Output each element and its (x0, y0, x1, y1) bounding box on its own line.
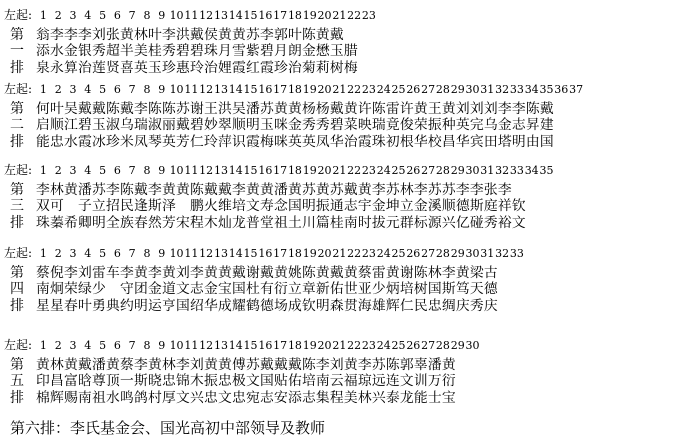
row2-names-line-3 (0, 130, 554, 151)
position-number: 22 (347, 247, 362, 260)
position-number: 23 (361, 247, 376, 260)
position-number: 7 (128, 339, 136, 352)
position-number: 29 (450, 83, 465, 96)
position-number: 24 (376, 83, 391, 96)
position-number: 18 (287, 164, 302, 177)
position-number: 7 (128, 83, 136, 96)
position-number: 9 (158, 339, 166, 352)
row5-name-characters: 印昌富晗尊顶一斯晓忠锦木振忠极文国贴佑培南云福琼远连文训万衍 (36, 373, 456, 389)
position-number: 17 (273, 339, 288, 352)
position-number: 31 (480, 83, 495, 96)
position-number: 4 (84, 83, 92, 96)
row2-label-char: 排 (10, 134, 24, 150)
position-number: 6 (113, 164, 121, 177)
position-number: 10 (169, 164, 184, 177)
position-number: 26 (406, 164, 421, 177)
position-number: 15 (243, 247, 258, 260)
position-number: 1 (39, 339, 47, 352)
position-number: 10 (169, 247, 184, 260)
position-number: 16 (258, 83, 273, 96)
row4-label-char: 排 (10, 298, 24, 314)
position-number: 13 (213, 339, 228, 352)
position-number: 19 (302, 247, 317, 260)
row4-names-line-3 (0, 294, 498, 315)
row2-label-char: 第 (10, 101, 24, 117)
position-number: 5 (99, 83, 107, 96)
row3-position-numbers (36, 164, 554, 177)
position-number: 21 (332, 83, 347, 96)
row3-name-characters: 李林黄潘苏李陈戴李黄黄陈戴戴李黄黄潘黄苏黄苏戴黄李苏林李苏苏李李张李 (36, 182, 512, 198)
position-number: 8 (143, 164, 151, 177)
position-number: 18 (287, 339, 302, 352)
position-number: 16 (258, 9, 273, 22)
position-number: 23 (361, 9, 376, 22)
position-number: 29 (450, 247, 465, 260)
position-number: 25 (391, 164, 406, 177)
position-number: 6 (113, 339, 121, 352)
position-number: 27 (421, 164, 436, 177)
row4-number-line (0, 244, 524, 261)
row1-names-line-3 (0, 56, 358, 77)
position-number: 31 (480, 164, 495, 177)
position-number: 17 (273, 9, 288, 22)
position-number: 2 (54, 339, 62, 352)
position-number: 3 (69, 83, 77, 96)
position-number: 10 (169, 9, 184, 22)
position-number: 35 (539, 164, 554, 177)
row1-position-numbers (36, 9, 376, 22)
row1-start-label: 左起: (4, 8, 33, 22)
position-number: 17 (273, 247, 288, 260)
position-number: 1 (39, 247, 47, 260)
position-number: 4 (84, 247, 92, 260)
position-number: 4 (84, 339, 92, 352)
row5-name-characters: 棉辉赐南祖水鸣鸽村厚文兴忠文忠宛志安添志集程美林兴泰龙能士宝 (36, 390, 456, 406)
row3-name-characters: 珠蓁希卿明全族春然芳宋程木灿龙普堂祖土川篇桂南时拔元群标源兴亿碰秀裕文 (36, 215, 526, 231)
position-number: 27 (421, 83, 436, 96)
row5-label-char: 排 (10, 390, 24, 406)
position-number: 16 (258, 164, 273, 177)
row4-position-numbers (36, 247, 524, 260)
row2-name-characters: 启顺江碧玉淑乌瑞淑丽戴碧妙翠顺明玉咪金秀秀碧菜映瑞竟俊荣振种英完乌金志昇建 (36, 117, 554, 133)
row5-label-char: 第 (10, 357, 24, 373)
position-number: 20 (317, 83, 332, 96)
row3-number-line (0, 161, 554, 178)
position-number: 4 (84, 164, 92, 177)
row2-name-characters: 何叶吴戴戴陈戴李陈陈苏谢王洪吴潘苏黄黄杨杨戴黄许陈雷许黄王黄刘刘刘李李陈戴 (36, 101, 554, 117)
position-number: 7 (128, 164, 136, 177)
row5-number-line (0, 336, 480, 353)
position-number: 11 (184, 9, 199, 22)
row5-names-line-3 (0, 386, 456, 407)
row1-label-char: 第 (10, 27, 24, 43)
position-number: 15 (243, 83, 258, 96)
position-number: 28 (435, 164, 450, 177)
row5-label-char: 五 (10, 373, 24, 389)
position-number: 3 (69, 247, 77, 260)
position-number: 19 (302, 83, 317, 96)
position-number: 1 (39, 9, 47, 22)
position-number: 29 (450, 339, 465, 352)
position-number: 32 (495, 247, 510, 260)
position-number: 8 (143, 247, 151, 260)
position-number: 33 (509, 164, 524, 177)
position-number: 14 (228, 247, 243, 260)
position-number: 13 (213, 247, 228, 260)
position-number: 3 (69, 9, 77, 22)
position-number: 5 (99, 247, 107, 260)
position-number: 24 (376, 247, 391, 260)
position-number: 32 (495, 164, 510, 177)
position-number: 27 (421, 339, 436, 352)
row4-name-characters: 南炯荣绿少 守团金道文志金宝国杜有衍立章新佑世亚少炳培树国斯笃天德 (36, 281, 498, 297)
position-number: 13 (213, 9, 228, 22)
position-number: 14 (228, 83, 243, 96)
position-number: 33 (509, 247, 524, 260)
position-number: 1 (39, 164, 47, 177)
position-number: 9 (158, 83, 166, 96)
position-number: 1 (39, 83, 47, 96)
position-number: 36 (554, 83, 569, 96)
position-number: 30 (465, 83, 480, 96)
position-number: 21 (332, 164, 347, 177)
position-number: 15 (243, 9, 258, 22)
position-number: 32 (495, 83, 510, 96)
position-number: 12 (199, 9, 214, 22)
row1-number-line (0, 6, 376, 23)
row2-number-line (0, 80, 583, 97)
row4-name-characters: 星星春叶勇典约明运亨国绍华成耀鹤德场成钦明森贯海雄辉仁民忠绸庆秀庆 (36, 298, 498, 314)
row4-label-char: 第 (10, 265, 24, 281)
position-number: 22 (347, 339, 362, 352)
position-number: 34 (524, 164, 539, 177)
position-number: 25 (391, 247, 406, 260)
row3-start-label: 左起: (4, 163, 33, 177)
position-number: 5 (99, 164, 107, 177)
position-number: 28 (435, 339, 450, 352)
position-number: 20 (317, 164, 332, 177)
row5-name-characters: 黄林黄戴潘黄蔡李黄林李刘黄黄傅苏戴戴戴陈李刘黄李苏陈郭辜潘黄 (36, 357, 456, 373)
row4-label-char: 四 (10, 281, 24, 297)
position-number: 5 (99, 9, 107, 22)
position-number: 24 (376, 339, 391, 352)
position-number: 21 (332, 247, 347, 260)
position-number: 7 (128, 247, 136, 260)
position-number: 6 (113, 247, 121, 260)
row2-position-numbers (36, 83, 583, 96)
position-number: 26 (406, 339, 421, 352)
position-number: 22 (347, 9, 362, 22)
position-number: 20 (317, 9, 332, 22)
position-number: 18 (287, 247, 302, 260)
position-number: 6 (113, 9, 121, 22)
position-number: 20 (317, 247, 332, 260)
position-number: 12 (199, 247, 214, 260)
position-number: 28 (435, 247, 450, 260)
position-number: 9 (158, 247, 166, 260)
position-number: 23 (361, 83, 376, 96)
position-number: 24 (376, 164, 391, 177)
row3-names-line-3 (0, 211, 526, 232)
position-number: 2 (54, 247, 62, 260)
row2-start-label: 左起: (4, 82, 33, 96)
position-number: 25 (391, 339, 406, 352)
position-number: 26 (406, 83, 421, 96)
row3-label-char: 排 (10, 215, 24, 231)
position-number: 34 (524, 83, 539, 96)
position-number: 23 (361, 164, 376, 177)
position-number: 17 (273, 164, 288, 177)
position-number: 33 (509, 83, 524, 96)
position-number: 13 (213, 83, 228, 96)
position-number: 22 (347, 83, 362, 96)
row4-name-characters: 蔡倪李刘雷车李黄李黄刘李黄黄戴谢戴黄姚陈黄戴黄蔡雷黄谢陈林李黄梁古 (36, 265, 498, 281)
position-number: 37 (569, 83, 584, 96)
position-number: 9 (158, 9, 166, 22)
position-number: 3 (69, 164, 77, 177)
position-number: 11 (184, 339, 199, 352)
position-number: 12 (199, 83, 214, 96)
position-number: 2 (54, 83, 62, 96)
position-number: 10 (169, 339, 184, 352)
position-number: 14 (228, 164, 243, 177)
position-number: 11 (184, 83, 199, 96)
position-number: 12 (199, 339, 214, 352)
position-number: 5 (99, 339, 107, 352)
position-number: 15 (243, 164, 258, 177)
row3-name-characters: 双可 子立招民逢斯泽 鹏火维培文寿念国明振通志宇金坤立金溪顺德斯庭祥钦 (36, 198, 526, 214)
position-number: 30 (465, 339, 480, 352)
row5-position-numbers (36, 339, 480, 352)
position-number: 19 (302, 164, 317, 177)
position-number: 15 (243, 339, 258, 352)
footer-row6-caption: 第六排：李氏基金会、国光高初中部领导及教师 (10, 419, 326, 437)
position-number: 28 (435, 83, 450, 96)
row3-label-char: 三 (10, 198, 24, 214)
position-number: 8 (143, 339, 151, 352)
position-number: 25 (391, 83, 406, 96)
position-number: 20 (317, 339, 332, 352)
row1-label-char: 排 (10, 60, 24, 76)
position-number: 8 (143, 83, 151, 96)
position-number: 16 (258, 247, 273, 260)
position-number: 18 (287, 9, 302, 22)
position-number: 14 (228, 339, 243, 352)
position-number: 19 (302, 9, 317, 22)
row2-name-characters: 能忠水霞冰珍米凤琴英芳仁玲萍识霞梅咪英英凤华治霞珠初根华校昌华宾田塔明由国 (36, 134, 554, 150)
position-number: 17 (273, 83, 288, 96)
row3-label-char: 第 (10, 182, 24, 198)
row1-name-characters: 泉永算治莲贤喜英玉珍惠玲治娌霞红霞珍治菊莉树梅 (36, 60, 358, 76)
position-number: 35 (539, 83, 554, 96)
position-number: 2 (54, 9, 62, 22)
position-number: 2 (54, 164, 62, 177)
position-number: 13 (213, 164, 228, 177)
position-number: 12 (199, 164, 214, 177)
position-number: 19 (302, 339, 317, 352)
position-number: 30 (465, 164, 480, 177)
position-number: 27 (421, 247, 436, 260)
position-number: 10 (169, 83, 184, 96)
position-number: 3 (69, 339, 77, 352)
position-number: 8 (143, 9, 151, 22)
position-number: 31 (480, 247, 495, 260)
position-number: 9 (158, 164, 166, 177)
position-number: 30 (465, 247, 480, 260)
row1-name-characters: 翁李李李刘张黄林叶李洪戴侯黄黄苏李郭叶陈黄戴 (36, 27, 344, 43)
row1-label-char: 一 (10, 43, 24, 59)
row1-name-characters: 添水金银秀超半美桂秀碧碧珠月雪紫碧月朗金懋玉腊 (36, 43, 358, 59)
row2-label-char: 二 (10, 117, 24, 133)
position-number: 7 (128, 9, 136, 22)
position-number: 14 (228, 9, 243, 22)
position-number: 18 (287, 83, 302, 96)
position-number: 21 (332, 9, 347, 22)
position-number: 11 (184, 164, 199, 177)
position-number: 16 (258, 339, 273, 352)
position-number: 29 (450, 164, 465, 177)
position-number: 21 (332, 339, 347, 352)
position-number: 4 (84, 9, 92, 22)
position-number: 11 (184, 247, 199, 260)
position-number: 6 (113, 83, 121, 96)
position-number: 26 (406, 247, 421, 260)
row5-start-label: 左起: (4, 338, 33, 352)
position-number: 22 (347, 164, 362, 177)
position-number: 23 (361, 339, 376, 352)
row4-start-label: 左起: (4, 246, 33, 260)
